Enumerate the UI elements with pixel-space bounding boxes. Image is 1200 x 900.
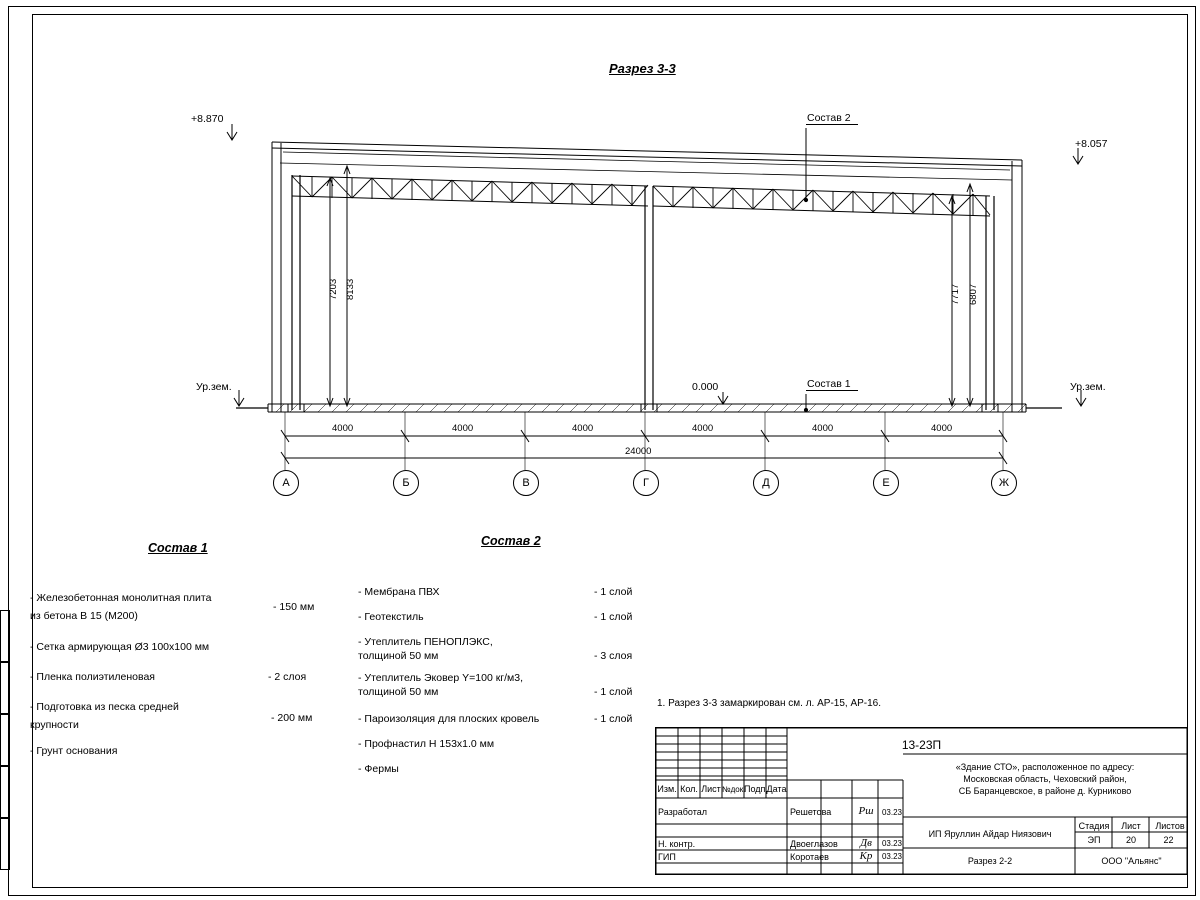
col-header-data: Дата: [766, 784, 787, 794]
sostav2-item-6: - Профнастил Н 153х1.0 мм: [358, 738, 495, 750]
list-label: Лист: [1121, 821, 1141, 831]
lists-label: Листов: [1155, 821, 1185, 831]
object-line-3: СБ Баранцевское, в районе д. Курниково: [958, 786, 1132, 796]
elevation-top-left: +8.870: [191, 113, 224, 125]
sostav2-value-3: - 3 слоя: [594, 650, 633, 662]
object-line-1: «Здание СТО», расположенное по адресу:: [955, 762, 1135, 772]
sostav2-item-7: - Фермы: [358, 763, 399, 775]
vdim-7203: 7203: [328, 278, 339, 300]
col-header-izm: Изм.: [657, 784, 677, 794]
drawing-title: Разрез 3-3: [609, 61, 676, 76]
row-name-3: Коротаев: [790, 852, 829, 862]
row-name-1: Решетова: [790, 807, 832, 817]
axis-marker-v: В: [513, 470, 539, 496]
axis-marker-zh: Ж: [991, 470, 1017, 496]
sostav1-item-1-cont: из бетона В 15 (М200): [30, 610, 138, 622]
sostav2-item-2: - Геотекстиль: [358, 611, 424, 623]
col-header-podp: Подп.: [744, 784, 768, 794]
axis-marker-g: Г: [633, 470, 659, 496]
total-dim: 24000: [625, 446, 652, 457]
col-header-list: Лист: [701, 784, 721, 794]
sostav2-item-1: - Мембрана ПВХ: [358, 586, 440, 598]
callout-leader-2: [806, 124, 858, 125]
customer-name: ИП Яруллин Айдар Ниязович: [928, 829, 1052, 839]
vdim-8133: 8133: [345, 278, 356, 300]
row-role-1: Разработал: [658, 807, 707, 817]
margin-mark: [0, 662, 10, 714]
margin-mark: [0, 714, 10, 766]
sostav1-title: Состав 1: [148, 541, 208, 555]
list-value: 20: [1125, 835, 1136, 845]
vdim-7717: 7717: [950, 283, 961, 305]
stage-label: Стадия: [1078, 821, 1110, 831]
sostav2-item-5: - Пароизоляция для плоских кровель: [358, 713, 540, 725]
elevation-top-right: +8.057: [1075, 138, 1108, 150]
row-sign-2: Дв: [860, 837, 872, 849]
axis-marker-b: Б: [393, 470, 419, 496]
sostav1-item-4-cont: крупности: [30, 719, 79, 731]
callout-sostav-1: Состав 1: [807, 378, 851, 390]
row-name-2: Двоеглазов: [790, 839, 838, 849]
sostav1-item-4: - Подготовка из песка средней: [30, 701, 179, 713]
span-dim-4: 4000: [692, 423, 714, 434]
elevation-zero: 0.000: [692, 381, 719, 393]
title-block: [655, 727, 1188, 875]
sostav1-value-1: - 150 мм: [273, 601, 315, 613]
object-line-2: Московская область, Чеховский район,: [963, 774, 1127, 784]
span-dim-6: 4000: [931, 423, 953, 434]
margin-mark: [0, 766, 10, 818]
row-role-2: Н. контр.: [658, 839, 696, 849]
margin-mark: [0, 610, 10, 662]
row-date-1: 03.23: [881, 808, 903, 817]
sostav2-value-2: - 1 слой: [594, 611, 633, 623]
col-header-ndok: №док.: [722, 785, 746, 794]
sostav2-value-1: - 1 слой: [594, 586, 633, 598]
project-code: 13-23П: [901, 738, 942, 752]
sostav1-item-2: - Сетка армирующая Ø3 100х100 мм: [30, 641, 210, 653]
margin-mark: [0, 818, 10, 870]
sostav2-value-4: - 1 слой: [594, 686, 633, 698]
span-dim-2: 4000: [452, 423, 474, 434]
span-dim-1: 4000: [332, 423, 354, 434]
sostav2-item-4-cont: толщиной 50 мм: [358, 686, 439, 698]
callout-sostav-2: Состав 2: [807, 112, 851, 124]
axis-marker-d: Д: [753, 470, 779, 496]
sostav1-value-3: - 2 слоя: [268, 671, 307, 683]
sostav2-item-3: - Утеплитель ПЕНОПЛЭКС,: [358, 636, 493, 648]
span-dim-5: 4000: [812, 423, 834, 434]
sostav1-item-5: - Грунт основания: [30, 745, 118, 757]
row-role-3: ГИП: [658, 852, 676, 862]
axis-marker-e: Е: [873, 470, 899, 496]
sostav1-item-1: - Железобетонная монолитная плита: [30, 592, 212, 604]
sostav1-value-4: - 200 мм: [271, 712, 313, 724]
lists-value: 22: [1163, 835, 1174, 845]
stage-value: ЭП: [1087, 835, 1101, 845]
sostav2-item-4: - Утеплитель Эковер Y=100 кг/м3,: [358, 672, 524, 684]
company-name: ООО "Альянс": [1101, 856, 1162, 866]
sostav2-item-3-cont: толщиной 50 мм: [358, 650, 439, 662]
row-sign-1: Ρш: [858, 805, 874, 817]
sostav1-item-3: - Пленка полиэтиленовая: [30, 671, 155, 683]
general-note: 1. Разрез 3-3 замаркирован см. л. АР-15, АР-16.: [657, 698, 882, 709]
span-dim-3: 4000: [572, 423, 594, 434]
row-date-3: 03.23: [881, 852, 903, 861]
callout-leader-1: [806, 390, 858, 391]
ground-level-right: Ур.зем.: [1070, 381, 1106, 393]
row-date-2: 03.23: [881, 839, 903, 848]
axis-marker-a: А: [273, 470, 299, 496]
vdim-6807: 6807: [968, 283, 979, 305]
row-sign-3: Кр: [859, 850, 873, 862]
sheet-title: Разрез 2-2: [967, 856, 1013, 866]
ground-level-left: Ур.зем.: [196, 381, 232, 393]
col-header-kol: Кол.: [680, 784, 698, 794]
sostav2-title: Состав 2: [481, 534, 541, 548]
sostav2-value-5: - 1 слой: [594, 713, 633, 725]
